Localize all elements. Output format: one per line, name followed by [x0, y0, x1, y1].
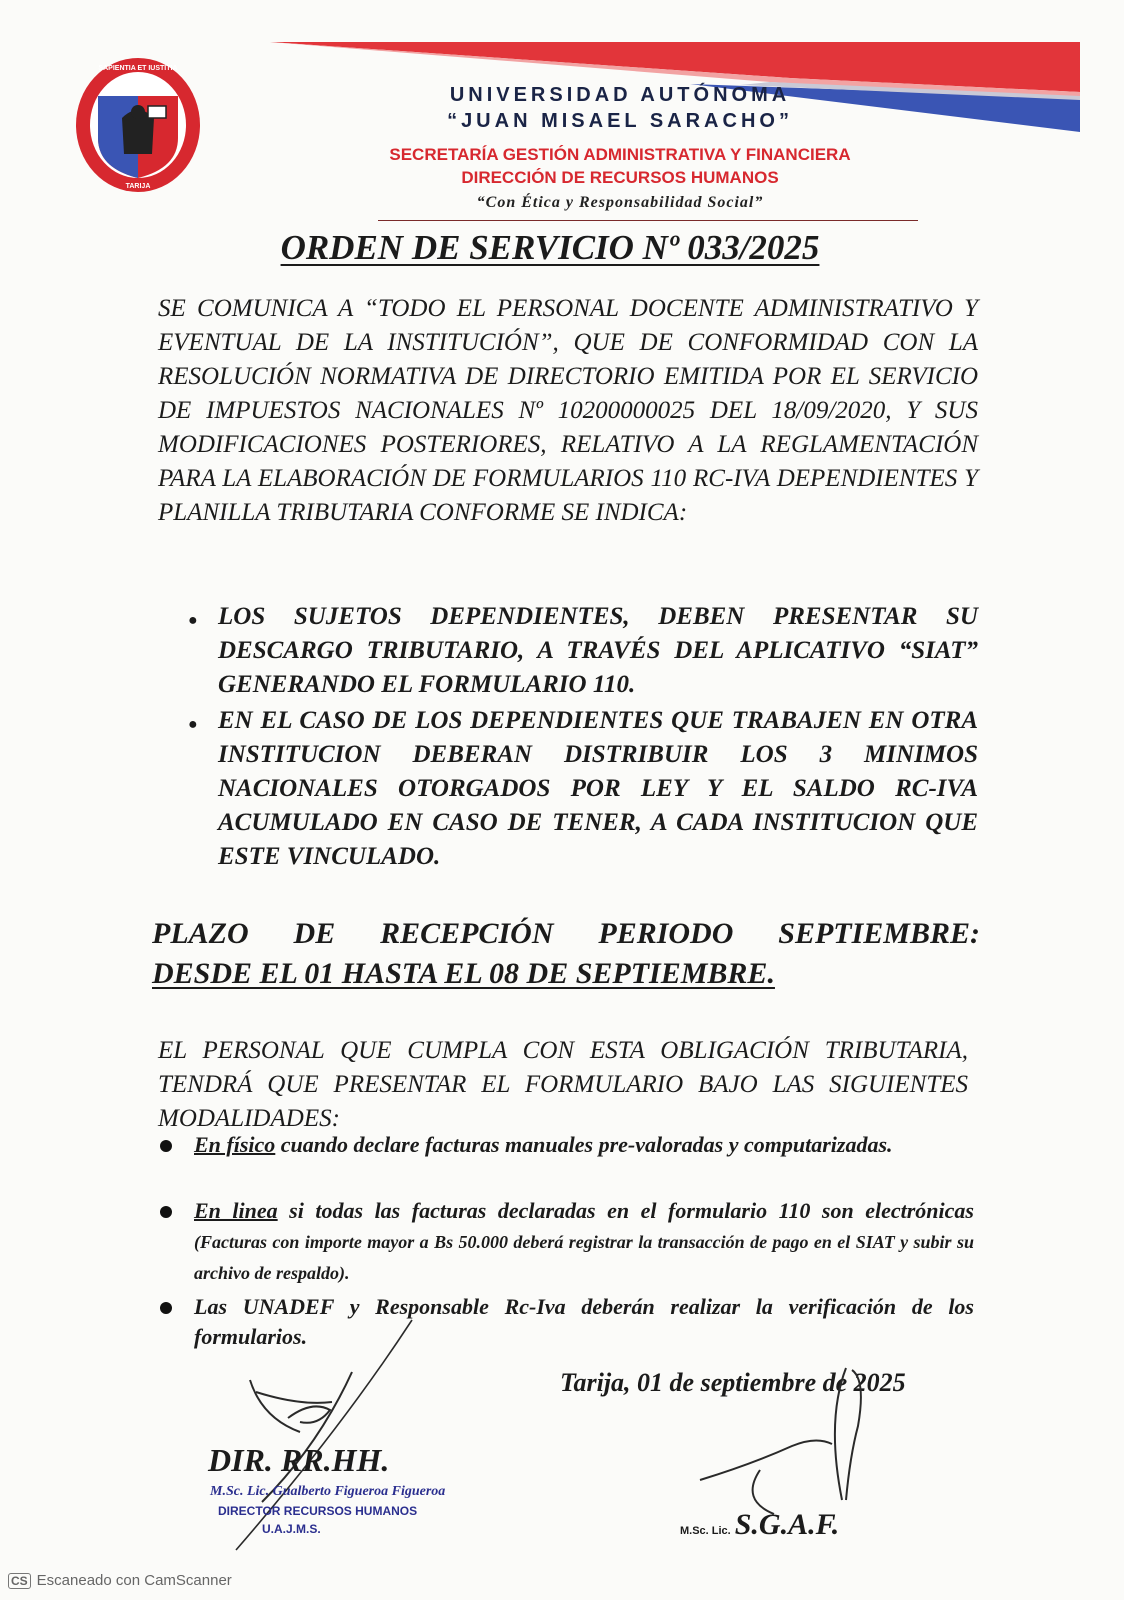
camscanner-logo-icon: CS [8, 1573, 31, 1589]
motto: “Con Ética y Responsabilidad Social” [476, 194, 764, 211]
bullet-icon [160, 1302, 172, 1314]
deadline-heading: PLAZO DE RECEPCIÓN PERIODO SEPTIEMBRE: [152, 917, 980, 950]
stamp-role: DIRECTOR RECURSOS HUMANOS [218, 1504, 418, 1518]
bullet-item: EN EL CASO DE LOS DEPENDIENTES QUE TRABAJEN EN OTRA INSTITUCION DEBERAN DISTRIBUIR LOS 3 MINIMOS NACIONALES OTORGADOS POR LEY Y EL SALDO RC-IVA ACUMULADO EN CASO DE TENER, A CADA INSTITUCION QUE ESTE VINCULADO. [218, 707, 978, 870]
stamp-org: U.A.J.M.S. [262, 1522, 321, 1536]
modality-text: si todas las facturas declaradas en el formulario 110 son electrónicas [277, 1198, 974, 1223]
university-label: UNIVERSIDAD AUTÓNOMA [449, 84, 791, 106]
modality-item [194, 1196, 974, 1288]
modality-item [194, 1130, 974, 1160]
stamp-prefix: M.Sc. Lic. [680, 1525, 731, 1537]
modality-text: cuando declare facturas manuales pre-valoradas y computarizadas. [275, 1132, 893, 1157]
signature-title-left: DIR. RR.HH. [208, 1442, 390, 1478]
bullet-icon [160, 1140, 172, 1152]
intro-paragraph: SE COMUNICA A “TODO EL PERSONAL DOCENTE ADMINISTRATIVO Y EVENTUAL DE LA INSTITUCIÓN”, QUE DE CONFORMIDAD CON LA RESOLUCIÓN NORMATIVA DE DIRECTORIO EMITIDA POR EL SERVICIO DE IMPUESTOS NACIONALES Nº 10200000025 DEL 18/09/2020, Y SUS MODIFICACIONES POSTERIORES, RELATIVO A LA REGLAMENTACIÓN PARA LA ELABORACIÓN DE FORMULARIOS 110 RC-IVA DEPENDIENTES Y PLANILLA TRIBUTARIA CONFORME SE INDICA: [158, 295, 978, 526]
svg-text:TARIJA: TARIJA [125, 183, 151, 190]
university-name: “JUAN MISAEL SARACHO” [447, 110, 793, 132]
modality-note: (Facturas con importe mayor a Bs 50.000 deberá registrar la transacción de pago en el SIAT y subir su archivo de respaldo). [194, 1232, 974, 1283]
document-title: ORDEN DE SERVICIO Nº 033/2025 [280, 228, 820, 267]
bullet-item: LOS SUJETOS DEPENDIENTES, DEBEN PRESENTAR SU DESCARGO TRIBUTARIO, A TRAVÉS DEL APLICATIVO “SIAT” GENERANDO EL FORMULARIO 110. [218, 603, 978, 698]
deadline-dates: DESDE EL 01 HASTA EL 08 DE SEPTIEMBRE. [152, 957, 775, 990]
svg-text:SAPIENTIA ET IUSTITIA: SAPIENTIA ET IUSTITIA [98, 65, 178, 72]
university-seal-icon [74, 56, 202, 194]
scanner-watermark [8, 1572, 232, 1589]
modality-label: En linea [194, 1198, 278, 1223]
bullet-icon: ● [188, 612, 198, 629]
header-divider [378, 220, 918, 221]
scanner-text: Escaneado con CamScanner [36, 1572, 232, 1589]
signature-block-right [680, 1508, 839, 1542]
modality-label: En físico [194, 1132, 276, 1157]
modality-item: Las UNADEF y Responsable Rc-Iva deberán realizar la verificación de los formularios. [194, 1294, 974, 1349]
signature-title-right: S.G.A.F. [734, 1508, 840, 1541]
department-name: DIRECCIÓN DE RECURSOS HUMANOS [461, 168, 779, 187]
stamp-name: M.Sc. Lic. Gualberto Figueroa Figueroa [210, 1484, 446, 1499]
modalities-intro: EL PERSONAL QUE CUMPLA CON ESTA OBLIGACIÓN TRIBUTARIA, TENDRÁ QUE PRESENTAR EL FORMULARIO BAJO LAS SIGUIENTES MODALIDADES: [158, 1037, 968, 1132]
bullet-icon: ● [188, 716, 198, 733]
secretariat-name: SECRETARÍA GESTIÓN ADMINISTRATIVA Y FINANCIERA [389, 145, 851, 164]
place-date: Tarija, 01 de septiembre de 2025 [560, 1368, 906, 1397]
bullet-icon [160, 1206, 172, 1218]
